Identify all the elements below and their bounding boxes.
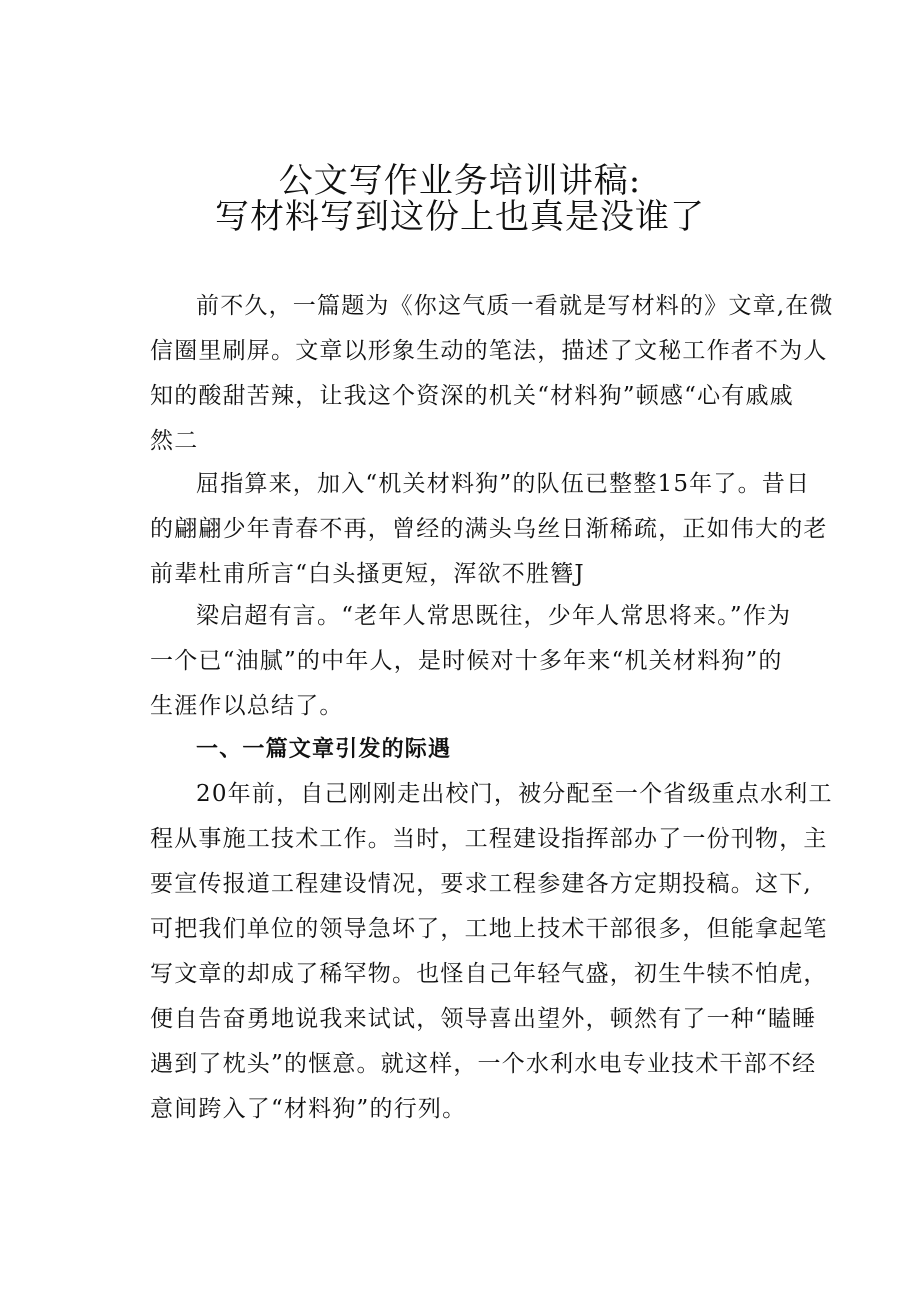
paragraph-4-line-1: 20年前，自己刚刚走出校门，被分配至一个省级重点水利工: [196, 781, 833, 807]
paragraph-1-line-3: 知的酸甜苦辣，让我这个资深的机关“材料狗”顿感“心有戚戚: [150, 383, 794, 409]
paragraph-4-line-3: 要宣传报道工程建设情况，要求工程参建各方定期投稿。这下,: [150, 871, 812, 897]
paragraph-4-line-5: 写文章的却成了稀罕物。也怪自己年轻气盛，初生牛犊不怕虎，: [150, 961, 828, 987]
paragraph-1-line-2: 信圈里刷屏。文章以形象生动的笔法，描述了文秘工作者不为人: [150, 338, 828, 364]
paragraph-4-line-7: 遇到了枕头”的惬意。就这样，一个水利水电专业技术干部不经: [150, 1051, 817, 1077]
paragraph-2-line-3: 前辈杜甫所言“白头搔更短，浑欲不胜簪J: [150, 561, 585, 587]
paragraph-4-line-8: 意间跨入了“材料狗”的行列。: [150, 1096, 467, 1122]
paragraph-4-line-2: 程从事施工技术工作。当时，工程建设指挥部办了一份刊物，主: [150, 826, 828, 852]
paragraph-2-line-2: 的翩翩少年青春不再，曾经的满头乌丝日渐稀疏，正如伟大的老: [150, 516, 828, 542]
paragraph-1-line-4: 然二: [150, 428, 199, 454]
document-title-line-1: 公文写作业务培训讲稿:: [278, 161, 642, 201]
paragraph-1-line-1: 前不久，一篇题为《你这气质一看就是写材料的》文章,在微: [196, 293, 834, 319]
paragraph-4-line-6: 便自告奋勇地说我来试试，领导喜出望外，顿然有了一种“瞌睡: [150, 1006, 817, 1032]
paragraph-4-line-4: 可把我们单位的领导急坏了，工地上技术干部很多，但能拿起笔: [150, 916, 828, 942]
paragraph-3-line-3: 生涯作以总结了。: [150, 693, 344, 719]
document-title-line-2: 写材料写到这份上也真是没谁了: [215, 197, 705, 237]
paragraph-3-line-1: 梁启超有言。“老年人常思既往，少年人常思将来。”作为: [196, 603, 792, 629]
paragraph-2-line-1: 屈指算来，加入“机关材料狗”的队伍已整整15年了。昔日: [196, 471, 811, 497]
paragraph-3-line-2: 一个已“油腻”的中年人，是时候对十多年来“机关材料狗”的: [150, 648, 783, 674]
section-heading-1: 一、一篇文章引发的际遇: [196, 737, 452, 762]
